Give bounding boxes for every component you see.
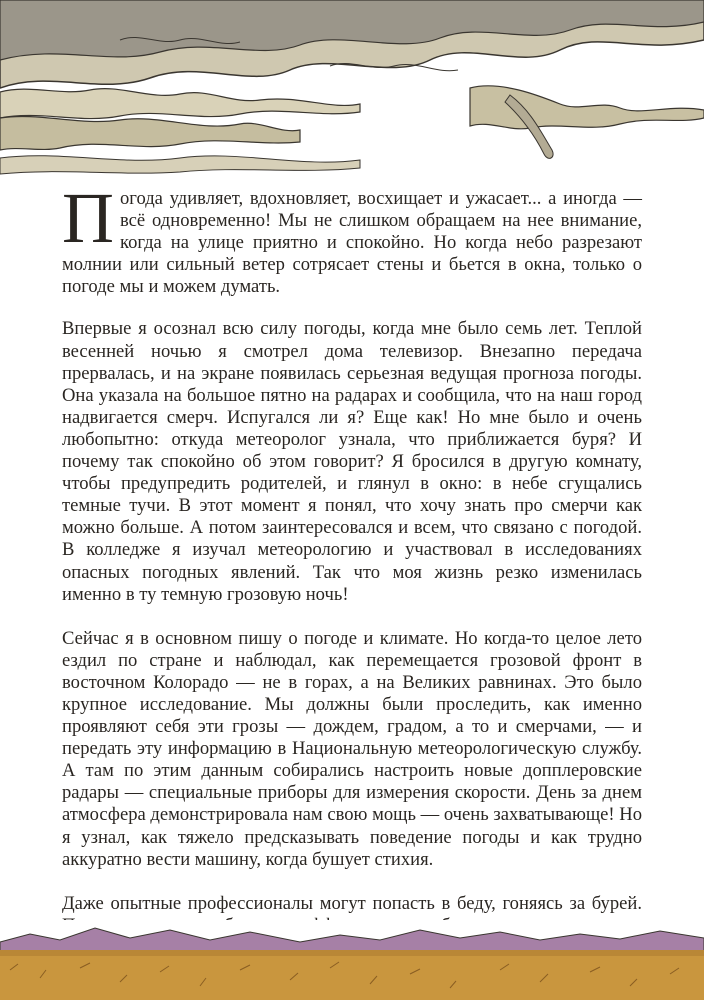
plains-landscape-illustration [0, 920, 704, 1000]
paragraph-intro-text: огода удивляет, вдохновляет, восхищает и ужасает... а иногда — всё одновременно! Мы не слишком обращаем на нее внимание, когда на улице приятно и спокойно. Но когда небо разрезают молнии или сильный ветер сотрясает стены и бьется в окна, только о погоде мы и можем думать. [62, 188, 642, 298]
paragraph-childhood: Впервые я осознал всю силу погоды, когда мне было семь лет. Теплой весенней ночью я смотрел дома телевизор. Внезапно передача прервалась, и на экране появилась серьезная ведущая прогноза погоды. Она указала на большое пятно на радарах и сообщила, что на наш город надвигается смерч. Испугался ли я? Еще как! Но мне было и очень любопытно: откуда метеоролог узнала, что приближается буря? И почему так спокойно об этом говорит? Я бросился в другую комнату, чтобы предупредить родителей, и глянул в окно: в небе сгущались темные тучи. В этот момент я понял, что хочу знать про смерчи как можно больше. А потом заинтересовался и всем, что связано с погодой. В колледже я изучал метеорологию и участвовал в исследованиях опасных погодных явлений. Так что моя жизнь резко изменилась именно в ту темную грозовую ночь! [62, 318, 642, 605]
storm-clouds-illustration [0, 0, 704, 175]
paragraph-intro [62, 178, 642, 298]
drop-cap: П [62, 178, 114, 258]
article-body [62, 178, 642, 981]
paragraph-advice: Даже опытные профессионалы могут попасть в беду, гоняясь за бурей. [62, 892, 642, 914]
paragraph-research: Сейчас я в основном пишу о погоде и климате. Но когда-то целое лето ездил по стране и наблюдал, как перемещается грозовой фронт в восточном Колорадо — не в горах, а на Великих равнинах. Это было крупное исследование. Мы должны были проследить, как именно проявляют себя эти грозы — дождем, градом, а то и смерчами, — и передать эту информацию в Национальную метеорологическую службу. А там по этим данным собирались настроить новые допплеровские радары — специальные приборы для измерения скорости. День за днем атмосфера демонстрировала нам свою мощь — очень захватывающе! Но я узнал, как тяжело предсказывать поведение погоды и как трудно аккуратно вести машину, когда бушует стихия. [62, 627, 642, 870]
